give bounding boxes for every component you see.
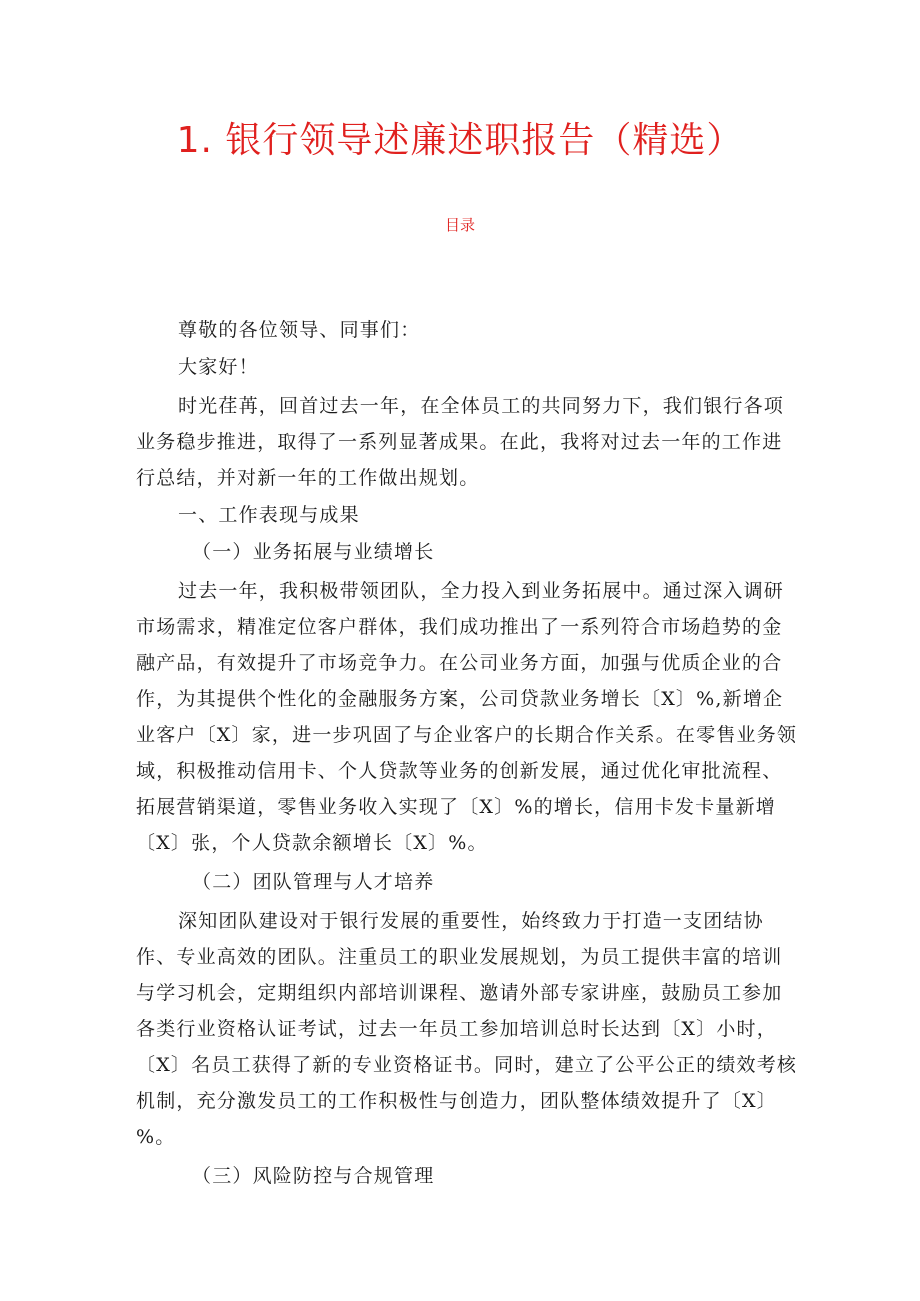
document-title: 1. 银行领导述廉述职报告（精选） (176, 120, 744, 161)
intro-paragraph: 时光荏苒，回首过去一年，在全体员工的共同努力下，我们银行各项业务稳步推进，取得了一系列显著成果。在此，我将对过去一年的工作进行总结，并对新一年的工作做出规划。 (136, 395, 785, 489)
subsection-heading-2: （二）团队管理与人才培养 (192, 871, 435, 893)
document-body (136, 312, 798, 1194)
subsection-heading-1: （一）业务拓展与业绩增长 (192, 541, 435, 563)
toc-label: 目录 (444, 216, 475, 234)
subsection-heading-3: （三）风险防控与合规管理 (192, 1165, 435, 1187)
hello-line: 大家好！ (178, 356, 259, 378)
greeting-line: 尊敬的各位领导、同事们： (178, 319, 421, 341)
team-paragraph: 深知团队建设对于银行发展的重要性，始终致力于打造一支团结协作、专业高效的团队。注重员工的职业发展规划，为员工提供丰富的培训与学习机会，定期组织内部培训课程、邀请外部专家讲座，鼓励员工参加各类行业资格认证考试，过去一年员工参加培训总时长达到〔X〕小时，〔X〕名员工获得了新的专业资格证书。同时，建立了公平公正的绩效考核机制，充分激发员工的工作积极性与创造力，团队整体绩效提升了〔X〕%。 (136, 910, 798, 1148)
section-heading-1: 一、工作表现与成果 (178, 504, 360, 526)
business-paragraph: 过去一年，我积极带领团队，全力投入到业务拓展中。通过深入调研市场需求，精准定位客户群体，我们成功推出了一系列符合市场趋势的金融产品，有效提升了市场竞争力。在公司业务方面，加强与优质企业的合作，为其提供个性化的金融服务方案，公司贷款业务增长〔X〕%,新增企业客户〔X〕家，进一步巩固了与企业客户的长期合作关系。在零售业务领域，积极推动信用卡、个人贷款等业务的创新发展，通过优化审批流程、拓展营销渠道，零售业务收入实现了〔X〕%的增长，信用卡发卡量新增〔X〕张，个人贷款余额增长〔X〕%。 (136, 580, 798, 854)
